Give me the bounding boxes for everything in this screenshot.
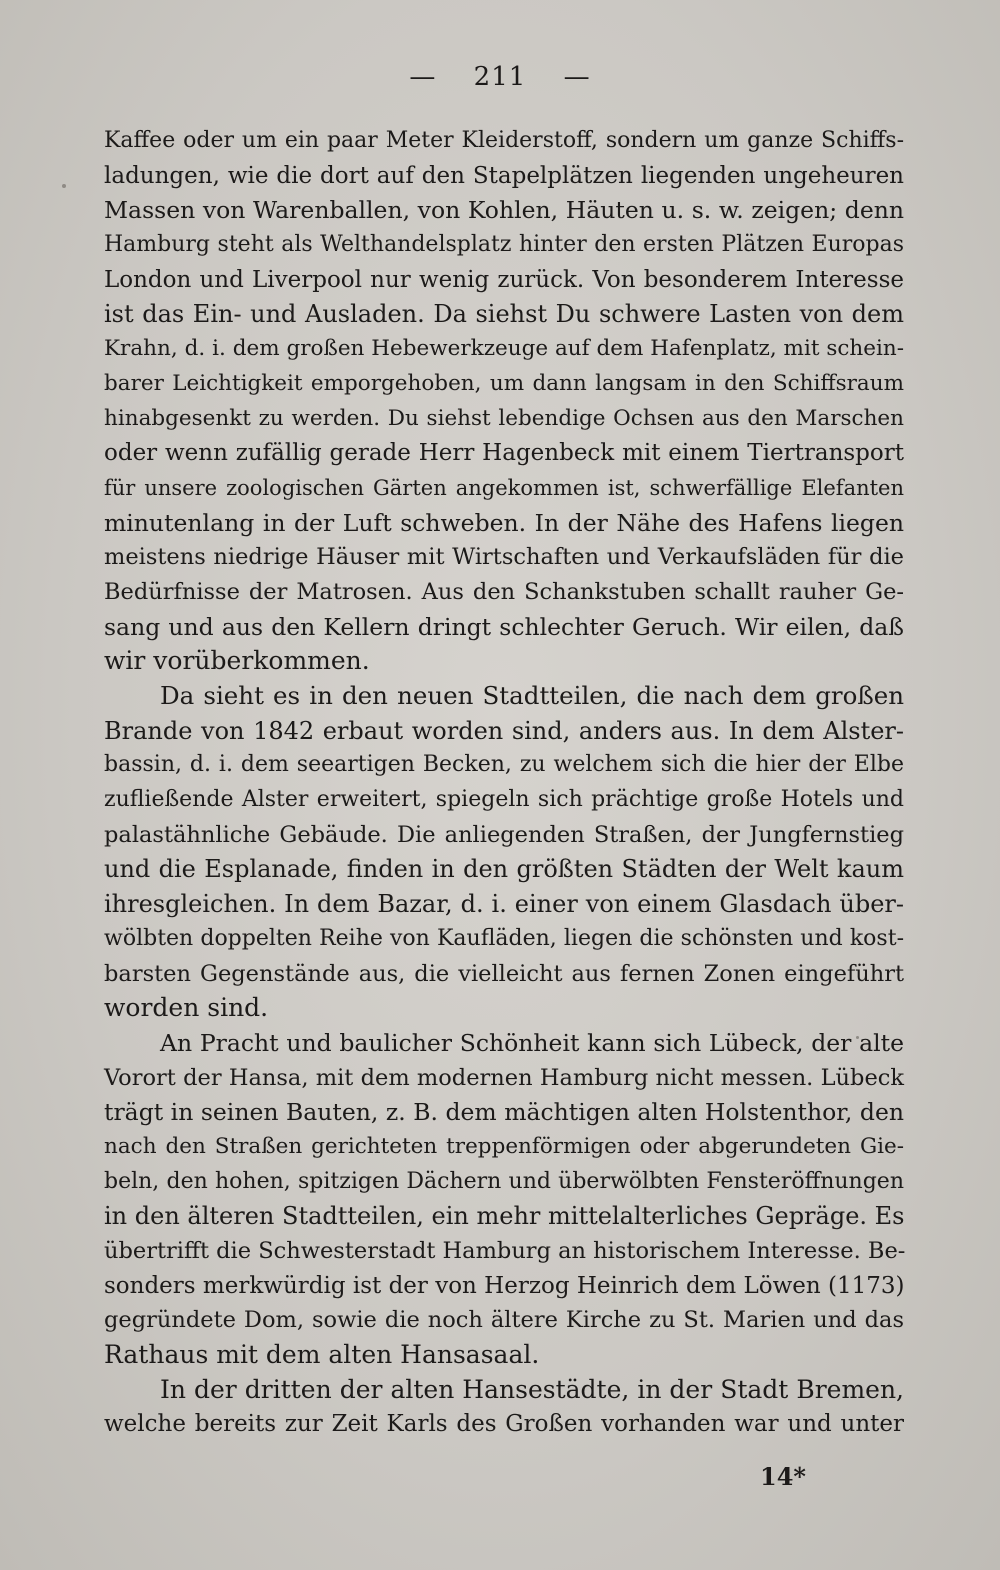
text-line: gegründete Dom, sowie die noch ältere Kirche zu St. Marien und das — [104, 1307, 904, 1334]
text-line: beln, den hohen, spitzigen Dächern und überwölbten Fensteröffnungen — [104, 1168, 904, 1194]
text-line: Hamburg steht als Welthandelsplatz hinter den ersten Plätzen Europas — [104, 232, 904, 258]
text-line: meistens niedrige Häuser mit Wirtschaften und Verkaufsläden für die — [104, 544, 904, 571]
text-line: worden sind. — [104, 993, 269, 1023]
text-line: sang und aus den Kellern dringt schlechter Geruch. Wir eilen, daß — [104, 612, 904, 641]
text-line: für unsere zoologischen Gärten angekommen ist, schwerfällige Elefanten — [104, 475, 904, 500]
text-line: ladungen, wie die dort auf den Stapelplätzen liegenden ungeheuren — [104, 162, 904, 189]
text-line: London und Liverpool nur wenig zurück. Von besonderem Interesse — [104, 266, 904, 293]
text-line: welche bereits zur Zeit Karls des Großen vorhanden war und unter — [104, 1411, 904, 1438]
text-line: wölbten doppelten Reihe von Kaufläden, liegen die schönsten und kost- — [104, 925, 904, 951]
text-line: barer Leichtigkeit emporgehoben, um dann langsam in den Schiffsraum — [104, 370, 904, 396]
paper-speck — [62, 184, 66, 188]
text-line: palastähnliche Gebäude. Die anliegenden Straßen, der Jungfernstieg — [104, 821, 904, 848]
page-header — [0, 62, 1000, 92]
text-line: Kaffee oder um ein paar Meter Kleiderstoff, sondern um ganze Schiffs- — [104, 128, 904, 153]
text-line: Krahn, d. i. dem großen Hebewerkzeuge auf dem Hafenplatz, mit schein- — [104, 336, 904, 362]
text-line: übertrifft die Schwesterstadt Hamburg an historischem Interesse. Be- — [104, 1238, 906, 1264]
text-line: ihresgleichen. In dem Bazar, d. i. einer von einem Glasdach über- — [104, 890, 904, 919]
text-line: barsten Gegenstände aus, die vielleicht aus fernen Zonen eingeführt — [104, 960, 904, 987]
text-line: trägt in seinen Bauten, z. B. dem mächtigen alten Holstenthor, den — [104, 1098, 904, 1127]
text-line: und die Esplanade, finden in den größten Städten der Welt kaum — [104, 855, 904, 884]
text-line: Bedürfnisse der Matrosen. Aus den Schankstuben schallt rauher Ge- — [104, 578, 904, 605]
text-line: Massen von Warenballen, von Kohlen, Häuten u. s. w. zeigen; denn — [104, 196, 904, 225]
text-line: bassin, d. i. dem seeartigen Becken, zu welchem sich die hier der Elbe — [104, 752, 904, 778]
text-line: in den älteren Stadtteilen, ein mehr mittelalterliches Gepräge. Es — [104, 1202, 905, 1231]
text-line: zufließende Alster erweitert, spiegeln sich prächtige große Hotels und — [104, 787, 904, 813]
paragraph — [104, 679, 904, 1026]
text-line: Vorort der Hansa, mit dem modernen Hamburg nicht messen. Lübeck — [104, 1064, 904, 1091]
paragraph — [104, 1026, 904, 1373]
text-line: nach den Straßen gerichteten treppenförmigen oder abgerundeten Gie- — [104, 1133, 904, 1159]
paragraph — [104, 124, 904, 679]
text-line: An Pracht und baulicher Schönheit kann sich Lübeck, der alte — [160, 1028, 904, 1057]
text-line: wir vorüberkommen. — [104, 646, 370, 676]
text-line: minutenlang in der Luft schweben. In der Nähe des Hafens liegen — [104, 508, 904, 537]
paragraph — [104, 1373, 904, 1442]
text-line: ist das Ein- und Ausladen. Da siehst Du schwere Lasten von dem — [104, 300, 904, 329]
text-line: In der dritten der alten Hansestädte, in der Stadt Bremen, — [160, 1374, 904, 1404]
header-dash-left: — — [409, 62, 437, 92]
text-line: oder wenn zufällig gerade Herr Hagenbeck mit einem Tiertransport — [104, 440, 904, 467]
body-text — [104, 124, 904, 1442]
text-line: Brande von 1842 erbaut worden sind, anders aus. In dem Alster- — [104, 716, 904, 745]
text-line: Da sieht es in den neuen Stadtteilen, die nach dem großen — [160, 681, 904, 710]
text-line: hinabgesenkt zu werden. Du siehst lebendige Ochsen aus den Marschen — [104, 405, 904, 431]
text-line: Rathaus mit dem alten Hansasaal. — [104, 1340, 540, 1370]
page-number: 211 — [473, 62, 527, 92]
signature-mark: 14* — [760, 1462, 806, 1491]
text-line: sonders merkwürdig ist der von Herzog Heinrich dem Löwen (1173) — [104, 1272, 905, 1299]
header-dash-right: — — [563, 62, 591, 92]
